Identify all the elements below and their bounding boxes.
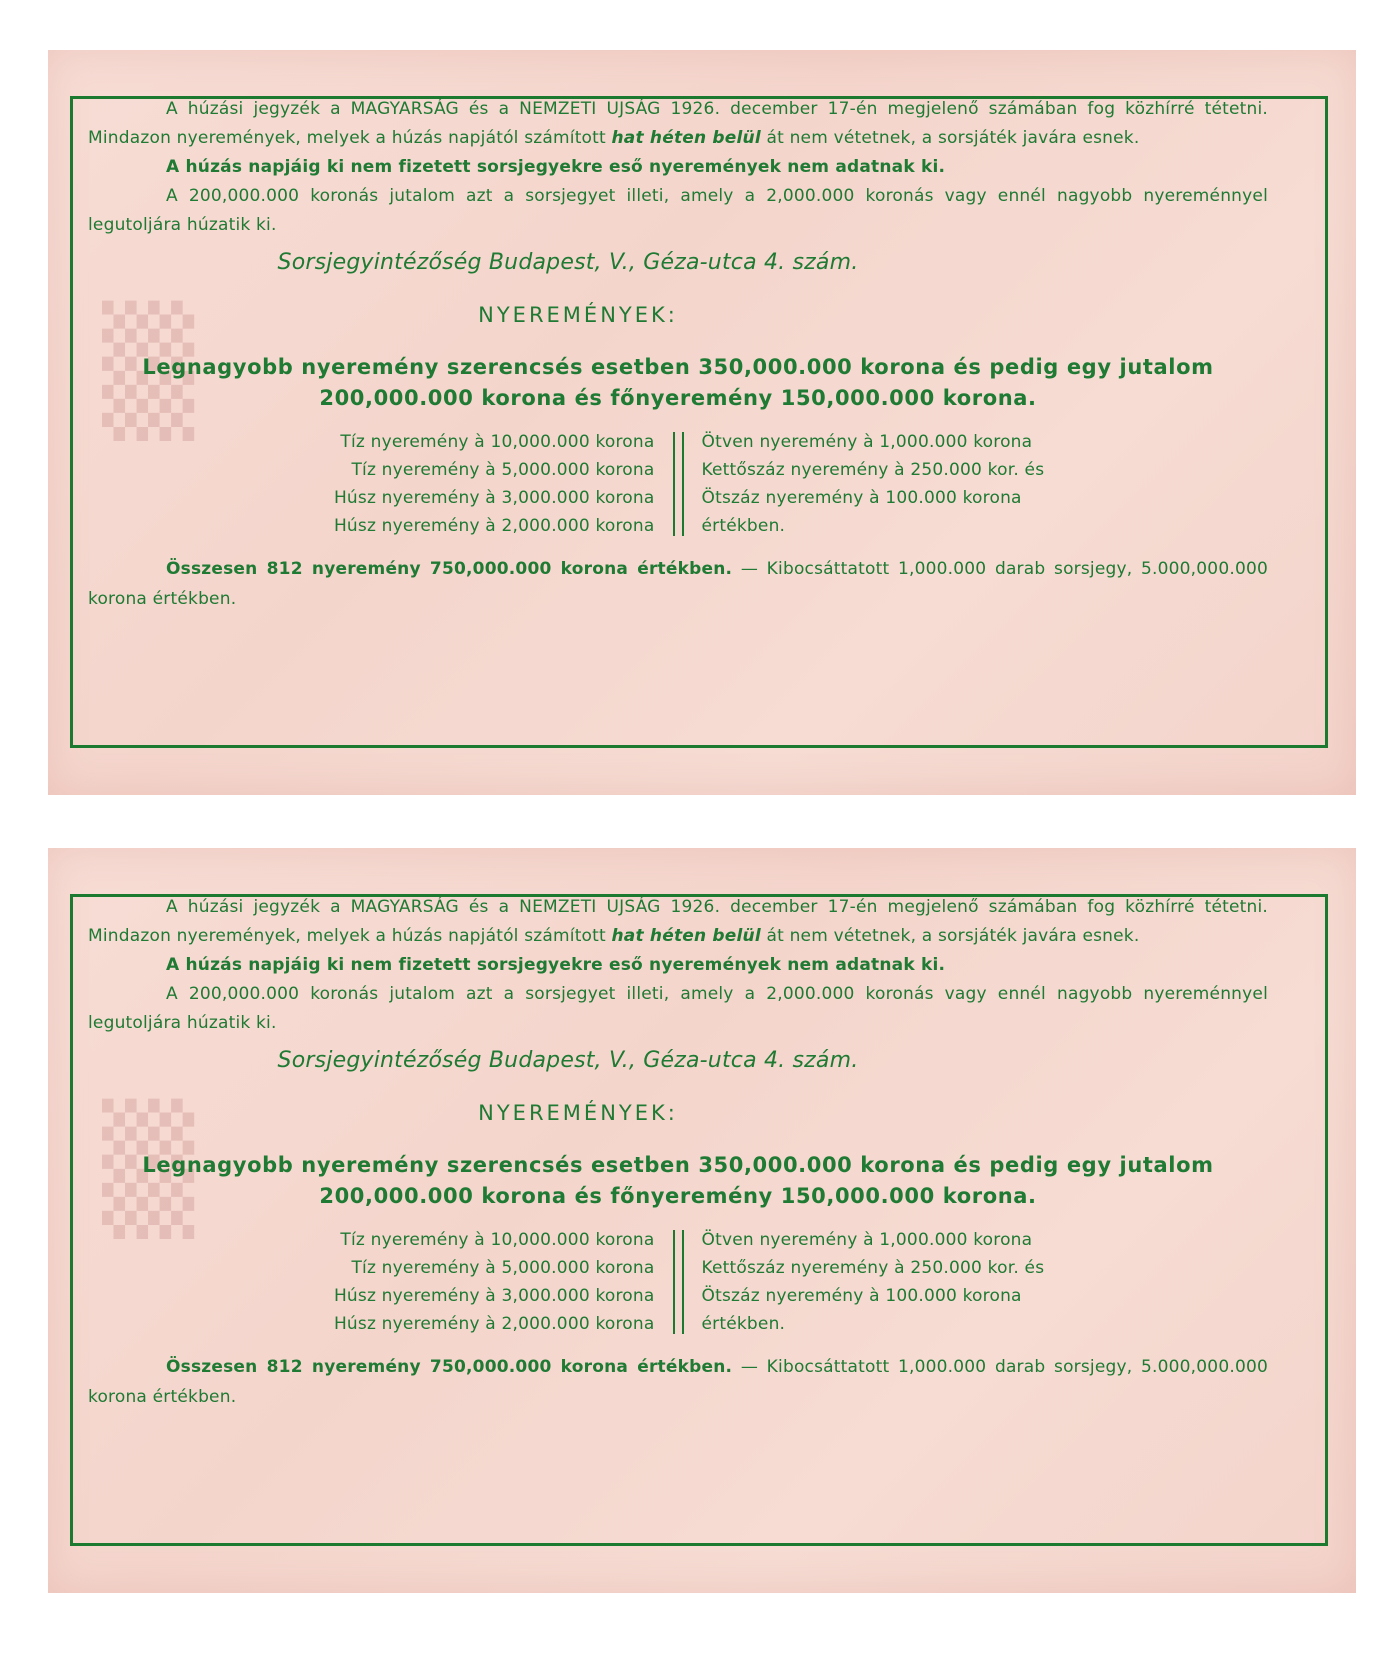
prize-column-left [295,428,673,540]
prizes-heading: NYEREMÉNYEK: [478,1101,678,1125]
watermark-ornament: ▒ [102,300,195,441]
watermark-ornament: ▒ [102,1098,195,1239]
total-line: Összesen 812 nyeremény 750,000.000 korona értékben. — Kibocsáttatott 1,000.000 darab sorsjegy, 5.000,000.000 korona értékben. [88,1357,1268,1407]
lottery-ticket-back-2 [48,848,1356,1593]
prize-row: Tíz nyeremény à 5,000.000 korona [351,1258,655,1278]
lottery-ticket-back-1 [48,50,1356,795]
prize-table [88,1226,1268,1338]
address-line: Sorsjegyintézőség Budapest, V., Géza-utca 4. szám. [277,250,859,275]
reward-paragraph: A 200,000.000 koronás jutalom azt a sorsjegyet illeti, amely a 2,000.000 koronás vagy ennél nagyobb nyereménnyel legutoljára húzatik ki. [88,984,1268,1033]
notice-paragraph: A húzási jegyzék a MAGYARSÁG és a NEMZETI UJSÁG 1926. december 17-én megjelenő számában fog közhírré tétetni. Mindazon nyeremények, melyek a húzás napjától számított hat héten belül át nem vétetnek, a sorsjáték javára esnek. [88,99,1268,148]
prize-table [88,428,1268,540]
prize-row: Kettőszáz nyeremény à 250.000 kor. és [701,460,1045,480]
notice-paragraph: A húzási jegyzék a MAGYARSÁG és a NEMZETI UJSÁG 1926. december 17-én megjelenő számában fog közhírré tétetni. Mindazon nyeremények, melyek a húzás napjától számított hat héten belül át nem vétetnek, a sorsjáték javára esnek. [88,897,1268,946]
prize-row: Ötszáz nyeremény à 100.000 korona [701,1286,1022,1306]
double-rule-separator [673,432,684,536]
prize-row: Húsz nyeremény à 3,000.000 korona [333,1286,655,1306]
prize-row: Ötven nyeremény à 1,000.000 korona [701,1230,1033,1250]
prize-row: Húsz nyeremény à 2,000.000 korona [333,1314,655,1334]
prize-column-right [684,428,1062,540]
double-rule-separator [673,1230,684,1334]
prize-row: értékben. [701,1314,786,1334]
notice-bold-line: A húzás napjáig ki nem fizetett sorsjegyekre eső nyeremények nem adatnak ki. [166,157,946,177]
prize-row: Húsz nyeremény à 3,000.000 korona [333,488,655,508]
prize-row: Tíz nyeremény à 10,000.000 korona [340,1230,655,1250]
main-prize-text: Legnagyobb nyeremény szerencsés esetben 350,000.000 korona és pedig egy jutalom 200,000.000 korona és főnyeremény 150,000.000 korona. [142,1153,1214,1208]
prize-row: Tíz nyeremény à 5,000.000 korona [351,460,655,480]
prize-row: Tíz nyeremény à 10,000.000 korona [340,432,655,452]
ticket-text [88,893,1268,1412]
prize-row: Kettőszáz nyeremény à 250.000 kor. és [701,1258,1045,1278]
notice-bold-line: A húzás napjáig ki nem fizetett sorsjegyekre eső nyeremények nem adatnak ki. [166,955,946,975]
prizes-heading: NYEREMÉNYEK: [478,303,678,327]
prize-row: értékben. [701,516,786,536]
reward-paragraph: A 200,000.000 koronás jutalom azt a sorsjegyet illeti, amely a 2,000.000 koronás vagy ennél nagyobb nyereménnyel legutoljára húzatik ki. [88,186,1268,235]
prize-row: Ötszáz nyeremény à 100.000 korona [701,488,1022,508]
prize-row: Ötven nyeremény à 1,000.000 korona [701,432,1033,452]
main-prize-text: Legnagyobb nyeremény szerencsés esetben 350,000.000 korona és pedig egy jutalom 200,000.000 korona és főnyeremény 150,000.000 korona. [142,355,1214,410]
total-line: Összesen 812 nyeremény 750,000.000 korona értékben. — Kibocsáttatott 1,000.000 darab sorsjegy, 5.000,000.000 korona értékben. [88,559,1268,609]
prize-column-right [684,1226,1062,1338]
prize-column-left [295,1226,673,1338]
address-line: Sorsjegyintézőség Budapest, V., Géza-utca 4. szám. [277,1048,859,1073]
prize-row: Húsz nyeremény à 2,000.000 korona [333,516,655,536]
ticket-text [88,95,1268,614]
